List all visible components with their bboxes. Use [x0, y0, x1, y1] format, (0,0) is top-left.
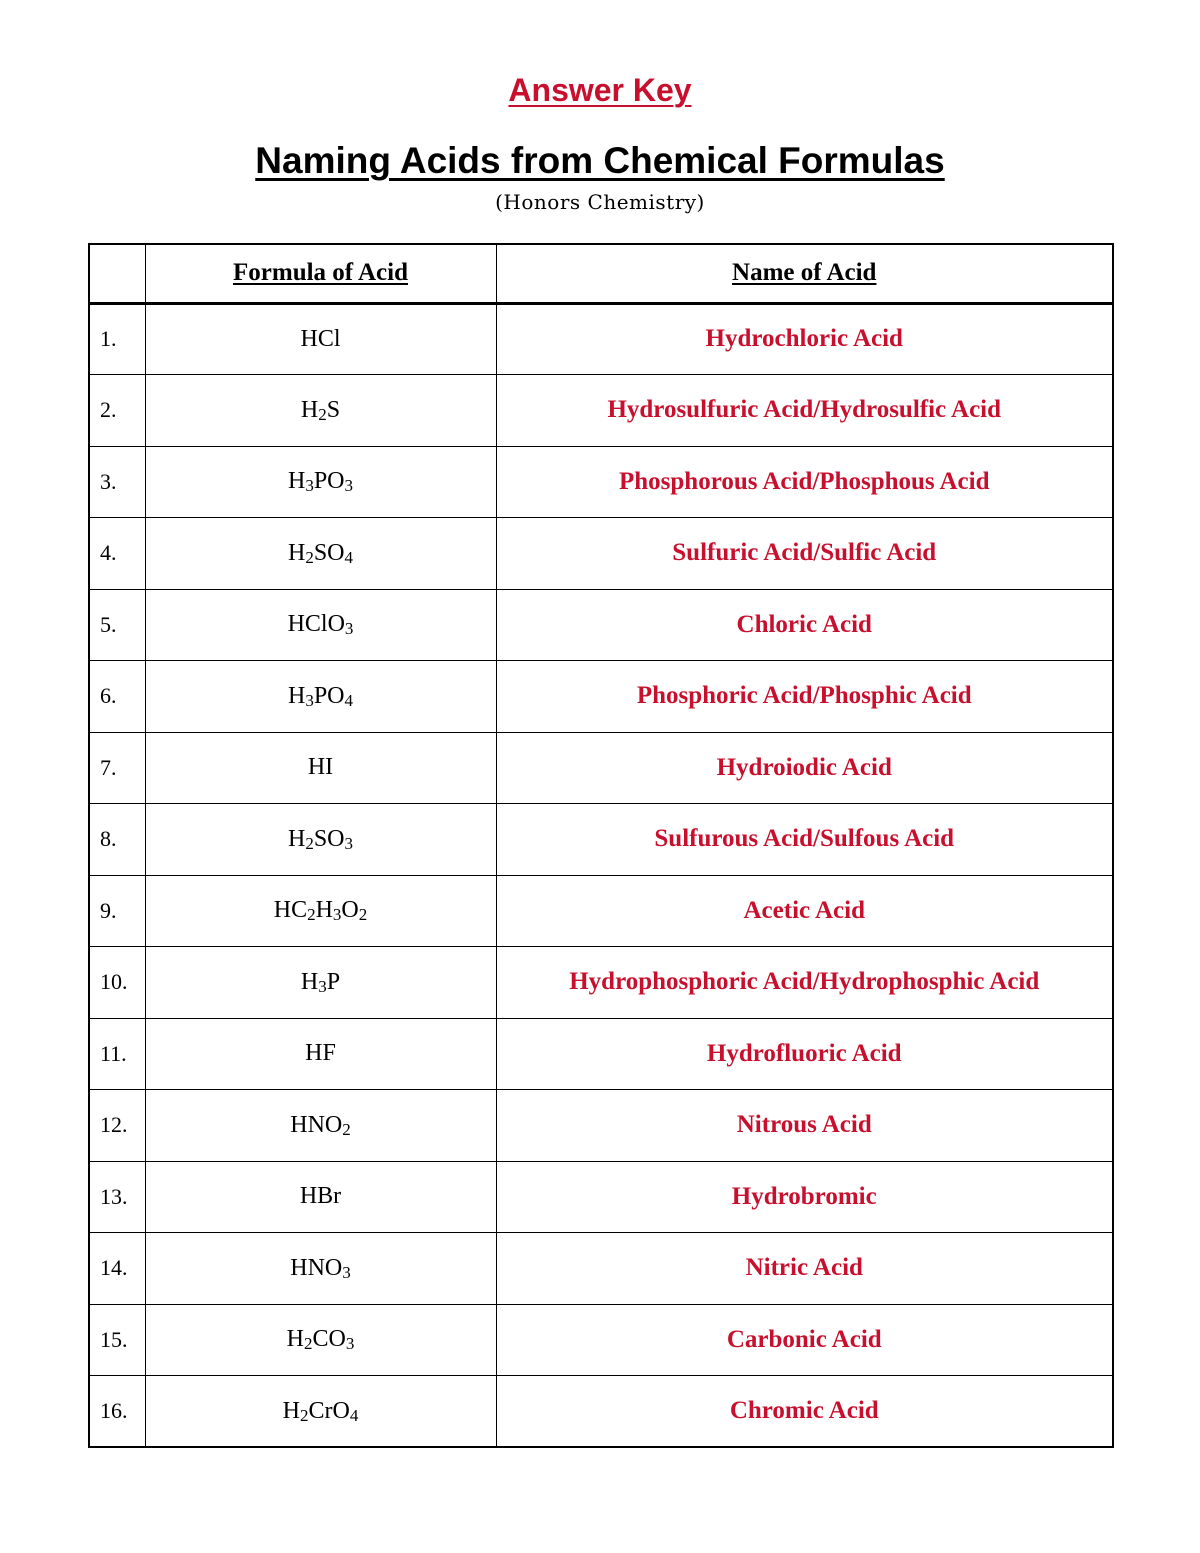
- acid-formula: [145, 875, 496, 947]
- formula-subscript: 2: [358, 905, 368, 925]
- formula-part: H: [287, 825, 306, 852]
- table-row: [89, 1376, 1113, 1448]
- acid-name: Hydrosulfuric Acid/Hydrosulfic Acid: [496, 375, 1113, 447]
- table-row: [89, 875, 1113, 947]
- acid-formula: [145, 1018, 496, 1090]
- table-row: [89, 804, 1113, 876]
- acid-name: Nitrous Acid: [496, 1090, 1113, 1162]
- formula-part: SO: [313, 825, 345, 852]
- formula-subscript: 2: [304, 1334, 313, 1354]
- acid-name: Chloric Acid: [496, 589, 1113, 661]
- formula-part: H: [287, 539, 306, 566]
- page-subtitle: (Honors Chemistry): [495, 190, 705, 214]
- formula-part: HNO: [290, 1254, 343, 1281]
- formula-part: H: [300, 968, 319, 995]
- formula-part: S: [326, 396, 341, 423]
- row-number: 5.: [89, 589, 145, 661]
- formula-part: HNO: [290, 1111, 343, 1138]
- acid-formula: [145, 732, 496, 804]
- formula-part: H: [286, 1326, 304, 1353]
- table-row: [89, 518, 1113, 590]
- row-number: 10.: [89, 947, 145, 1019]
- formula-subscript: 3: [344, 476, 354, 496]
- formula-subscript: 3: [342, 1262, 351, 1282]
- table-row: [89, 589, 1113, 661]
- row-number: 2.: [89, 375, 145, 447]
- table-row: [89, 303, 1113, 375]
- row-number: 3.: [89, 446, 145, 518]
- table-row: [89, 375, 1113, 447]
- formula-subscript: 3: [344, 833, 354, 853]
- formula-subscript: 2: [318, 404, 327, 424]
- acid-formula: [145, 303, 496, 375]
- column-header-formula: Formula of Acid: [145, 244, 496, 303]
- acid-name: Acetic Acid: [496, 875, 1113, 947]
- acid-formula: [145, 1161, 496, 1233]
- acid-formula: [145, 1304, 496, 1376]
- acid-name: Sulfuric Acid/Sulfic Acid: [496, 518, 1113, 590]
- formula-part: H: [315, 897, 333, 924]
- formula-part: SO: [313, 539, 345, 566]
- formula-subscript: 2: [305, 547, 314, 567]
- formula-subscript: 2: [300, 1405, 309, 1425]
- formula-subscript: 3: [345, 1334, 355, 1354]
- formula-part: HBr: [299, 1183, 342, 1210]
- row-number: 8.: [89, 804, 145, 876]
- acid-formula: [145, 661, 496, 733]
- acid-name: Phosphorous Acid/Phosphous Acid: [496, 446, 1113, 518]
- formula-subscript: 4: [349, 1405, 359, 1425]
- acid-formula: [145, 589, 496, 661]
- formula-subscript: 3: [305, 690, 314, 710]
- table-row: [89, 1018, 1113, 1090]
- acid-name: Hydrochloric Acid: [496, 303, 1113, 375]
- row-number: 12.: [89, 1090, 145, 1162]
- formula-part: H: [287, 468, 306, 495]
- table-header-row: [89, 244, 1113, 303]
- row-number: 14.: [89, 1233, 145, 1305]
- acid-formula: [145, 518, 496, 590]
- formula-part: HC: [273, 897, 308, 924]
- row-number: 16.: [89, 1376, 145, 1448]
- row-number: 6.: [89, 661, 145, 733]
- acid-name: Sulfurous Acid/Sulfous Acid: [496, 804, 1113, 876]
- formula-part: PO: [313, 682, 345, 709]
- table-row: [89, 1304, 1113, 1376]
- answer-key-heading: Answer Key: [508, 72, 692, 108]
- acid-name: Hydrophosphoric Acid/Hydrophosphic Acid: [496, 947, 1113, 1019]
- formula-subscript: 3: [332, 905, 342, 925]
- formula-part: CO: [312, 1326, 346, 1353]
- row-number: 7.: [89, 732, 145, 804]
- acid-formula: [145, 1233, 496, 1305]
- formula-part: H: [287, 682, 306, 709]
- acid-formula: [145, 804, 496, 876]
- formula-subscript: 3: [344, 619, 354, 639]
- acid-name: Nitric Acid: [496, 1233, 1113, 1305]
- acid-name: Hydrofluoric Acid: [496, 1018, 1113, 1090]
- row-number: 4.: [89, 518, 145, 590]
- column-header-name: Name of Acid: [496, 244, 1113, 303]
- formula-part: HI: [307, 754, 334, 781]
- table-row: [89, 1090, 1113, 1162]
- formula-subscript: 3: [305, 476, 314, 496]
- formula-subscript: 2: [305, 833, 314, 853]
- formula-part: P: [326, 968, 341, 995]
- acid-name: Carbonic Acid: [496, 1304, 1113, 1376]
- acid-name: Hydroiodic Acid: [496, 732, 1113, 804]
- acid-name: Phosphoric Acid/Phosphic Acid: [496, 661, 1113, 733]
- formula-subscript: 3: [318, 976, 327, 996]
- row-number: 13.: [89, 1161, 145, 1233]
- acid-name: Hydrobromic: [496, 1161, 1113, 1233]
- formula-subscript: 4: [344, 547, 354, 567]
- table-row: [89, 446, 1113, 518]
- row-number: 9.: [89, 875, 145, 947]
- table-row: [89, 1161, 1113, 1233]
- table-row: [89, 1233, 1113, 1305]
- acid-formula: [145, 1090, 496, 1162]
- formula-part: HClO: [287, 611, 345, 638]
- formula-subscript: 2: [342, 1119, 351, 1139]
- acid-formula: [145, 947, 496, 1019]
- formula-part: HCl: [300, 325, 341, 352]
- formula-subscript: 2: [307, 905, 316, 925]
- acids-table: [88, 243, 1114, 1448]
- formula-part: CrO: [308, 1397, 350, 1424]
- formula-part: H: [300, 396, 319, 423]
- table-row: [89, 661, 1113, 733]
- row-number: 1.: [89, 303, 145, 375]
- formula-part: HF: [305, 1040, 336, 1067]
- table-row: [89, 732, 1113, 804]
- formula-subscript: 4: [344, 690, 354, 710]
- acid-formula: [145, 446, 496, 518]
- table-row: [89, 947, 1113, 1019]
- acid-name: Chromic Acid: [496, 1376, 1113, 1448]
- formula-part: PO: [313, 468, 345, 495]
- formula-part: H: [282, 1397, 300, 1424]
- column-header-number: [89, 244, 145, 303]
- row-number: 15.: [89, 1304, 145, 1376]
- table-body: [89, 303, 1113, 1447]
- page-title: Naming Acids from Chemical Formulas: [255, 140, 945, 181]
- row-number: 11.: [89, 1018, 145, 1090]
- acid-formula: [145, 375, 496, 447]
- acid-formula: [145, 1376, 496, 1448]
- formula-part: O: [341, 897, 359, 924]
